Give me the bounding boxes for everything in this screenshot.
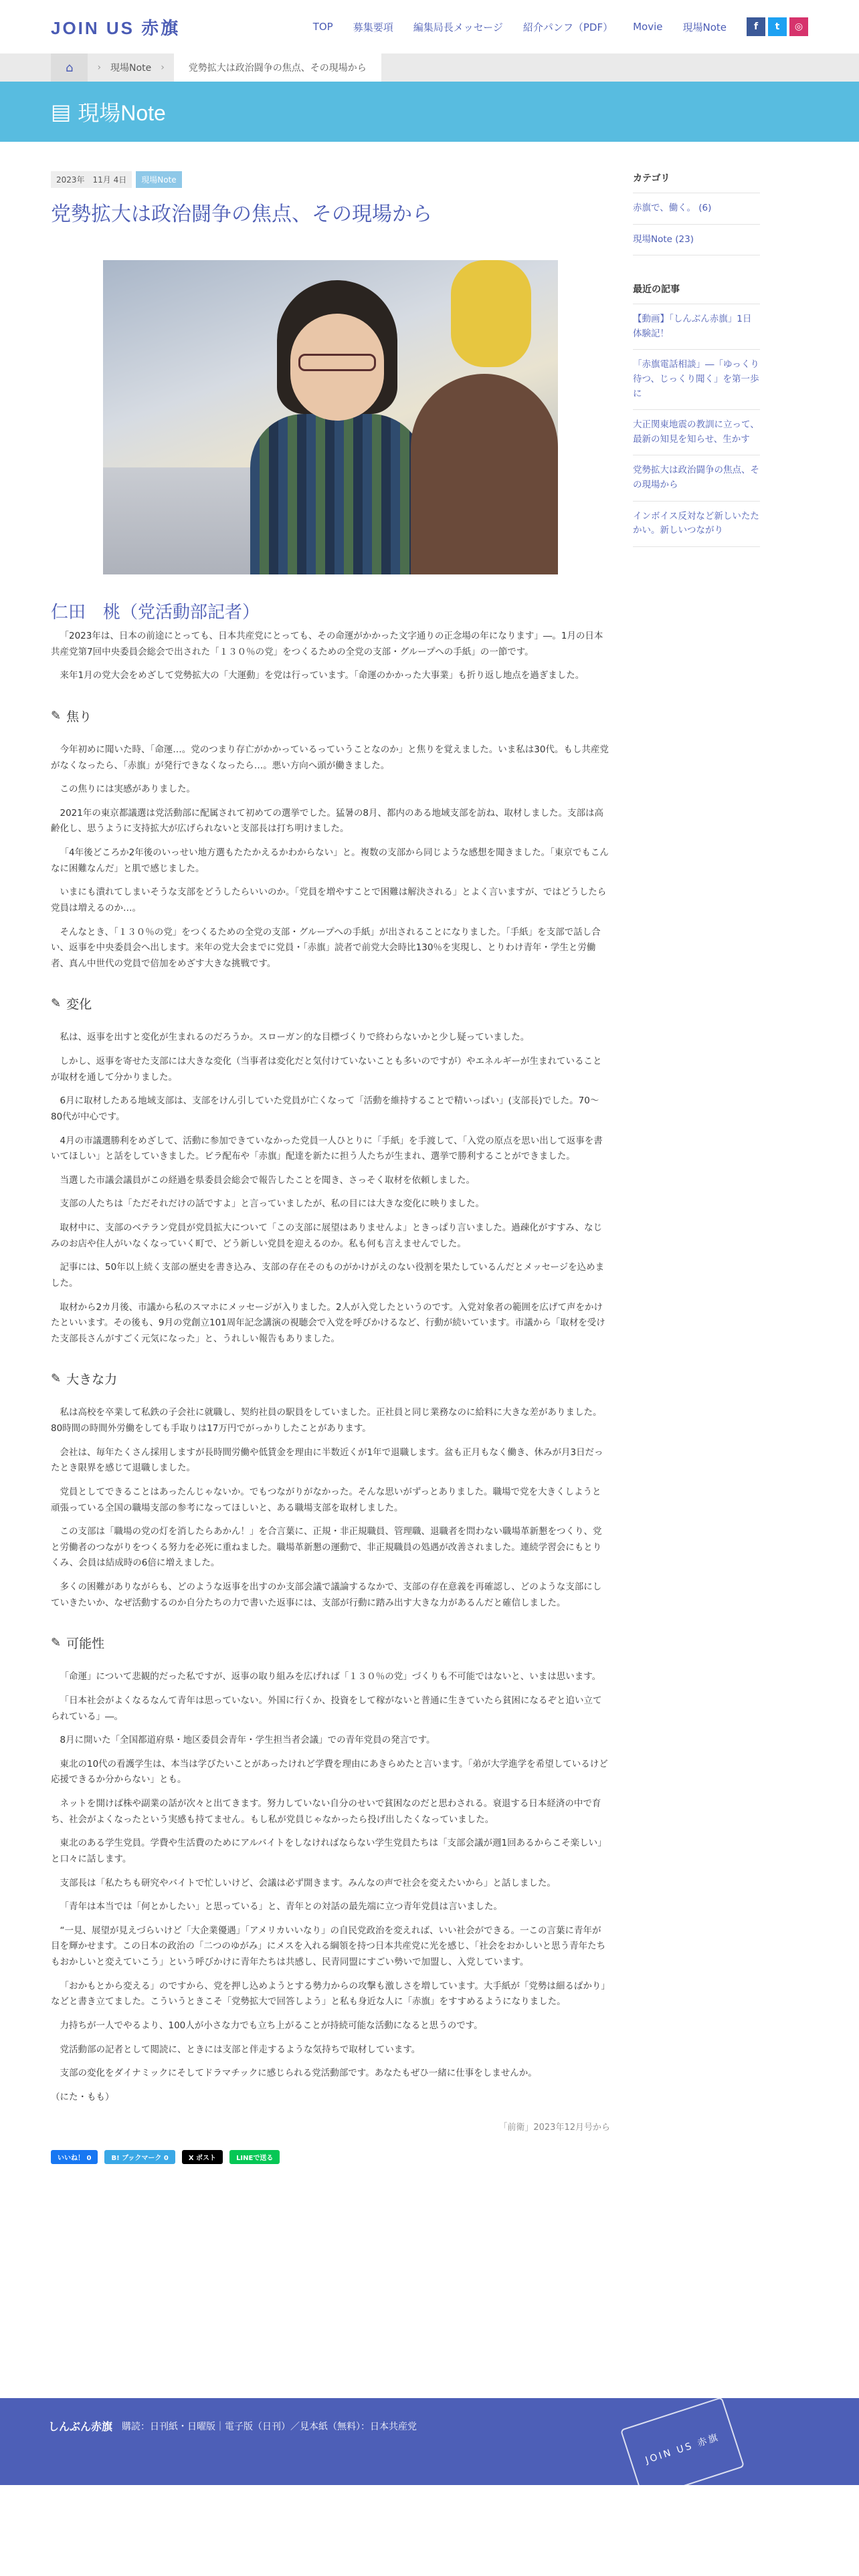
pencil-icon: ✎: [51, 1372, 62, 1386]
body-paragraph: 「4年後どころか2年後のいっせい地方選もたたかえるかわからない」と。複数の支部から同じような感想を聞きました。「東京でもこんなに困難なんだ」と肌で感じました。: [51, 847, 609, 874]
section-heading: [51, 1370, 610, 1388]
site-footer: [0, 2398, 859, 2485]
body-paragraph: 「命運」について悲観的だった私ですが、返事の取り組みを広げれば「１３０％の党」づくりも不可能ではないと、いまは思います。: [60, 1671, 601, 1683]
nav-top[interactable]: TOP: [312, 21, 333, 33]
breadcrumb-separator: ›: [97, 62, 102, 73]
body-paragraph: 支部の人たちは「ただそれだけの話ですよ」と言っていましたが、私の目には大きな変化に映りました。: [60, 1198, 484, 1210]
body-paragraph: 支部長は「私たちも研究やバイトで忙しいけど、会議は必ず開きます。みんなの声で社会を変えたいから」と話しました。: [60, 1877, 556, 1889]
section-heading: [51, 1634, 610, 1652]
body-paragraph: 8月に開いた「全国都道府県・地区委員会青年・学生担当者会議」での青年党員の発言です。: [60, 1735, 436, 1746]
nav-note[interactable]: 現場Note: [682, 21, 727, 33]
article-source: 「前衛」2023年12月号から: [498, 2123, 610, 2133]
recent-list: [633, 304, 760, 547]
body-paragraph: この焦りには実感がありました。: [60, 784, 195, 795]
body-paragraph: “一見、展望が見えづらいけど「大企業優遇」「アメリカいいなり」の自民党政治を変えれば、いい社会ができる。一この言葉に青年が目を輝かせます。この日本の政治の「二つのゆがみ」にメスを入れる綱領を持つ日本共産党に光を感じ、「社会をおかしいと思う青年たちもおかしいと変えていこう」という呼びかけに青年たちは共感し、民青同盟にすごい勢いで加盟し、入党しています。: [51, 1925, 606, 1967]
footer-logo[interactable]: しんぶん赤旗: [48, 2422, 113, 2433]
pencil-icon: ✎: [51, 708, 62, 722]
body-paragraph: 会社は、毎年たくさん採用しますが長時間労働や低賃金を理由に半数近くが1年で退職します。盆も正月もなく働き、休みが月3日だったとき限界を感じて退職しました。: [51, 1446, 603, 1474]
article-signoff: （にた・もも）: [51, 2091, 114, 2103]
body-paragraph: 2021年の東京都議選は党活動部に配属されて初めての選挙でした。猛暑の8月、都内のある地域支部を訪ね、取材しました。支部は高齢化し、思うように支持拡大が広げられないと支部長は打ち明けました。: [51, 807, 603, 835]
sidebar: [633, 142, 760, 2164]
breadcrumb-separator: ›: [161, 62, 165, 73]
sidebar-category-link[interactable]: 現場Note (23): [633, 225, 760, 256]
body-paragraph: 「日本社会がよくなるなんて青年は思っていない。外国に行くか、投資をして稼がないと普通に生きていたら貧困になるぞと追い立てられている」―。: [51, 1695, 602, 1722]
breadcrumb-current: 党勢拡大は政治闘争の焦点、その現場から: [174, 53, 381, 82]
body-paragraph: 多くの困難がありながらも、どのような返事を出すのか支部会議で議論するなかで、支部の存在意義を再確認し、どのような支部にしていきたいか、なぜ活動するのか自分たちの力で書いた返事には、支部が行動に踏み出す大きな力があるんだと確信しました。: [51, 1582, 602, 1608]
x-post-button[interactable]: X ポスト: [182, 2150, 223, 2164]
site-header: [0, 0, 859, 53]
breadcrumb-item-note[interactable]: 現場Note: [110, 63, 152, 74]
body-paragraph: 支部の変化をダイナミックにそしてドラマチックに感じられる党活動部です。あなたもぜひ一緒に仕事をしませんか。: [60, 2068, 537, 2079]
home-icon[interactable]: ⌂: [51, 53, 88, 82]
article-intro: [51, 629, 610, 684]
body-paragraph: そんなとき、「１３０％の党」をつくるための全党の支部・グループへの手紙」が出されることになりました。「手紙」を支部で話し合い、返事を中央委員会へ出します。来年の党大会までに党員・「赤旗」読者で前党大会時比130％を実現し、とりわけ青年・学生と労働者、真ん中世代の党員で倍加をめざす大きな挑戦です。: [51, 926, 601, 969]
sidebar-recent-link[interactable]: インボイス反対など新しいたたかい。新しいつながり: [633, 502, 760, 547]
sidebar-category-link[interactable]: 赤旗で、働く。 (6): [633, 193, 760, 225]
category-banner: [0, 82, 859, 142]
instagram-icon[interactable]: ◎: [789, 17, 808, 36]
sns-links: [744, 17, 808, 36]
sidebar-recent-link[interactable]: 「赤旗電話相談」―「ゆっくり待つ、じっくり聞く」を第一歩に: [633, 350, 760, 410]
article-date: 2023年 11月 4日: [51, 171, 132, 188]
banner-title: 現場Note: [78, 101, 166, 125]
article-photo: [103, 260, 558, 574]
nav-movie[interactable]: Movie: [633, 21, 663, 33]
sidebar-recent-link[interactable]: 大正関東地震の教訓に立って、最新の知見を知らせ、生かす: [633, 410, 760, 455]
recent-heading: 最近の記事: [633, 284, 680, 296]
body-paragraph: しかし、返事を寄せた支部には大きな変化（当事者は変化だと気付けていないことも多いのですが）やエネルギーが生まれていることが取材を通して分かりました。: [51, 1056, 602, 1083]
article-sections: [51, 707, 610, 2082]
pencil-icon: ✎: [51, 996, 62, 1010]
body-paragraph: 今年初めに聞いた時、「命運…。党のつまり存亡がかかっているっていうことなのか」と焦りを覚えました。いま私は30代。もし共産党がなくなったら、「赤旗」が発行できなくなったら…。悪い方向へ頭が働きました。: [51, 744, 609, 771]
body-paragraph: ネットを開けば株や副業の話が次々と出てきます。努力していない自分のせいで貧困なのだと思わされる。衰退する日本経済の中で育ち、社会がよくなったという実感も持てません。もし私が党員じゃなかったら投げ出したくなっていました。: [51, 1798, 601, 1825]
footer-illustration: JOIN US 赤旗: [620, 2397, 745, 2500]
nav-message[interactable]: 編集局長メッセージ: [413, 21, 503, 33]
share-buttons: [51, 2150, 610, 2164]
body-paragraph: 6月に取材したある地域支部は、支部をけん引していた党員が亡くなって「活動を維持することで精いっぱい」(支部長)でした。70～80代が中心です。: [51, 1095, 599, 1122]
footer-text: 購読：日刊紙・日曜版｜電子版（日刊）／見本紙（無料）：日本共産党: [122, 2421, 417, 2432]
category-badge[interactable]: 現場Note: [136, 171, 181, 188]
site-logo[interactable]: JOIN US 赤旗: [51, 17, 181, 38]
body-paragraph: いまにも潰れてしまいそうな支部をどうしたらいいのか。「党員を増やすことで困難は解決される」とよく言いますが、ではどうしたら党員は増えるのか…。: [51, 887, 607, 914]
body-paragraph: 私は高校を卒業して私鉄の子会社に就職し、契約社員の駅員をしていました。正社員と同じ業務なのに給料に大きな差がありました。80時間の時間外労働をしても手取りは17万円でがっかりしたことがあります。: [51, 1407, 602, 1434]
body-paragraph: 私は、返事を出すと変化が生まれるのだろうか。スローガン的な目標づくりで終わらないかと少し疑っていました。: [60, 1032, 530, 1043]
body-paragraph: 記事には、50年以上続く支部の歴史を書き込み、支部の存在そのものがかけがえのない役割を果たしているんだとメッセージを込めました。: [51, 1262, 605, 1289]
section-heading: [51, 994, 610, 1012]
intro-paragraph: 来年1月の党大会をめざして党勢拡大の「大運動」を党は行っています。「命運のかかった大事業」も折り返し地点を過ぎました。: [60, 670, 585, 681]
body-paragraph: 「おかもとから変える」のですから、党を押し込めようとする勢力からの攻撃も激しさを増しています。大手紙が「党勢は細るばかり」などと書き立てました。こういうときこそ「党勢拡大で回答しよう」と私も身近な人に「赤旗」をすすめるようになりました。: [51, 1980, 610, 2008]
section-heading-text: 可能性: [66, 1637, 105, 1652]
author-name: 仁田 桃（党活動部記者）: [51, 602, 260, 622]
body-paragraph: 「青年は本当では「何とかしたい」と思っている」と、青年との対話の最先端に立つ青年党員は言いました。: [60, 1901, 502, 1913]
body-paragraph: 4月の市議選勝利をめざして、活動に参加できていなかった党員一人ひとりに「手紙」を手渡して、「入党の原点を思い出して返事を書いてほしい」と話をしていきました。ビラ配布や「赤旗」配達を新たに担う人たちが生まれ、選挙で勝利することができました。: [51, 1135, 603, 1162]
section-heading-text: 大きな力: [66, 1373, 118, 1388]
article: [51, 142, 610, 2164]
section-heading: [51, 707, 610, 725]
body-paragraph: 取材中に、支部のベテラン党員が党員拡大について「この支部に展望はありませんよ」ときっぱり言いました。過疎化がすすみ、なじみのお店や住人がいなくなっていく町で、どう新しい党員を迎えるのか。私も何も言えませんでした。: [51, 1222, 603, 1249]
breadcrumb: [0, 53, 859, 82]
sidebar-recent-link[interactable]: 党勢拡大は政治闘争の焦点、その現場から: [633, 455, 760, 501]
body-paragraph: 取材から2カ月後、市議から私のスマホにメッセージが入りました。2人が入党したというのです。入党対象者の範囲を広げて声をかけたといいます。その後も、9月の党創立101周年記念講演の視聴会で入党を呼びかけるなど、行動が続いています。市議から「取材を受けた支部長さんがすごく元気になった」と、うれしい報告もありました。: [51, 1301, 605, 1344]
body-paragraph: 党員としてできることはあったんじゃないか。でもつながりがなかった。そんな思いがずっとありました。職場で党を大きくしようと頑張っている全国の職場支部の参考になってほしいと、ある職場支部を取材しました。: [51, 1486, 601, 1513]
main-nav: [293, 17, 808, 36]
line-share-button[interactable]: LINEで送る: [229, 2150, 280, 2164]
nav-pamphlet[interactable]: 紹介パンフ（PDF）: [522, 21, 613, 33]
section-heading-text: 変化: [66, 998, 92, 1012]
article-title: 党勢拡大は政治闘争の焦点、その現場から: [51, 203, 432, 225]
pencil-icon: ✎: [51, 1636, 62, 1650]
sidebar-recent-link[interactable]: 【動画】「しんぶん赤旗」1日体験記！: [633, 304, 760, 350]
body-paragraph: 東北のある学生党員。学費や生活費のためにアルバイトをしなければならない学生党員たちは「支部会議が週1回あるからこそ楽しい」と口々に話します。: [51, 1838, 607, 1864]
body-paragraph: 力持ちが一人でやるより、100人が小さな力でも立ち上がることが持続可能な活動になると思うのです。: [60, 2020, 483, 2031]
like-button[interactable]: いいね！ 0: [51, 2150, 98, 2164]
nav-recruit[interactable]: 募集要項: [353, 21, 393, 33]
category-heading: カテゴリ: [633, 173, 670, 184]
facebook-icon[interactable]: f: [747, 17, 765, 36]
bookmark-button[interactable]: B! ブックマーク 0: [104, 2150, 175, 2164]
twitter-icon[interactable]: t: [768, 17, 787, 36]
intro-paragraph: 「2023年は、日本の前途にとっても、日本共産党にとっても、その命運がかかった文字通りの正念場の年になります」―。1月の日本共産党第7回中央委員会総会で出された「１３０％の党」をつくるための全党の支部・グループへの手紙」の一節です。: [51, 631, 603, 657]
body-paragraph: 当選した市議会議員がこの経過を県委員会総会で報告したことを聞き、さっそく取材を依頼しました。: [60, 1174, 475, 1186]
book-icon: ▤: [51, 100, 72, 124]
article-meta: [51, 171, 610, 188]
body-paragraph: 東北の10代の看護学生は、本当は学びたいことがあったけれど学費を理由にあきらめたと言います。「弟が大学進学を希望しているけど応援できるか分からない」とも。: [51, 1758, 608, 1786]
body-paragraph: この支部は「職場の党の灯を消したらあかん！」を合言葉に、正規・非正規職員、管理職、退職者を問わない職場革新懇をつくり、党と労働者のつながりをつくる努力を必死に重ねました。職場革新懇の運動で、非正規職員の処遇が改善されました。連続学習会にもとりくみ、会員は結成時の6倍に増えました。: [51, 1526, 602, 1569]
section-heading-text: 焦り: [66, 710, 92, 724]
body-paragraph: 党活動部の記者として閲読に、ときには支部と伴走するような気持ちで取材しています。: [60, 2044, 421, 2055]
category-list: [633, 193, 760, 255]
